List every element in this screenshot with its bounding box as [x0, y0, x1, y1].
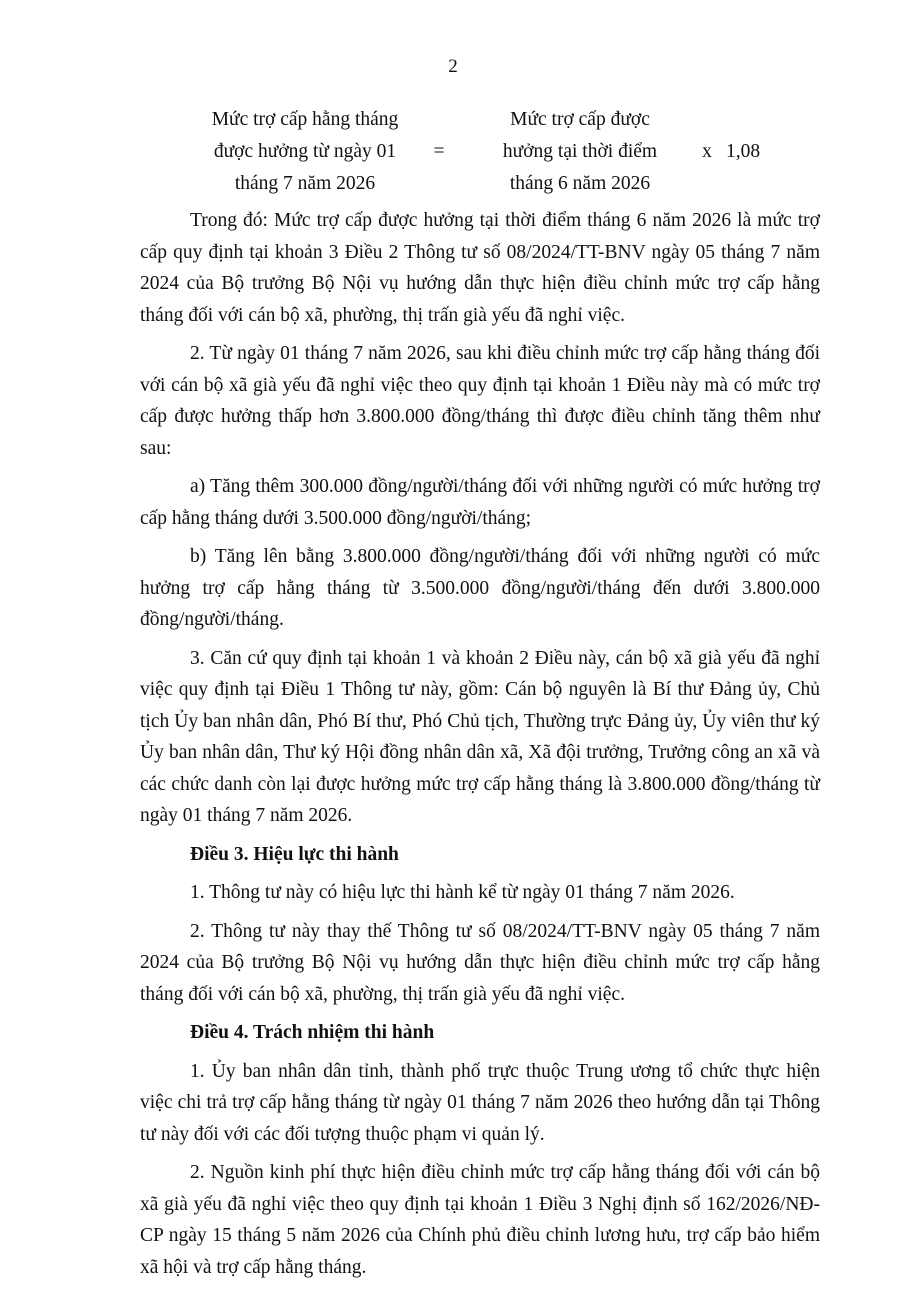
article-heading: Điều 4. Trách nhiệm thi hành: [190, 1022, 435, 1043]
formula-operator: x: [702, 141, 712, 162]
document-body: [140, 205, 820, 1290]
paragraph: 2. Thông tư này thay thế Thông tư số 08/2024/TT-BNV ngày 05 tháng 7 năm 2024 của Bộ trưởng Bộ Nội vụ hướng dẫn thực hiện điều chỉnh mức trợ cấp hằng tháng đối với cán bộ xã, phường, thị trấn già yếu đã nghỉ việc.: [140, 920, 820, 1005]
formula: [0, 104, 906, 200]
formula-lhs: [178, 104, 432, 200]
paragraph: b) Tăng lên bằng 3.800.000 đồng/người/tháng đối với những người có mức hưởng trợ cấp hằng tháng từ 3.500.000 đồng/người/tháng đến dưới 3.800.000 đồng/người/tháng.: [140, 546, 820, 630]
formula-lhs-line: Mức trợ cấp hằng tháng: [211, 109, 399, 130]
paragraph: 2. Nguồn kinh phí thực hiện điều chỉnh mức trợ cấp hằng tháng đối với cán bộ xã già yếu đã nghỉ việc theo quy định tại khoản 1 Điều 3 Nghị định số 162/2026/NĐ-CP ngày 15 tháng 5 năm 2026 của Chính phủ điều chỉnh lương hưu, trợ cấp bảo hiểm xã hội và trợ cấp hằng tháng.: [140, 1162, 820, 1278]
formula-lhs-line: tháng 7 năm 2026: [234, 173, 376, 194]
paragraph: a) Tăng thêm 300.000 đồng/người/tháng đối với những người có mức hưởng trợ cấp hằng tháng dưới 3.500.000 đồng/người/tháng;: [140, 476, 820, 529]
paragraph: 1. Thông tư này có hiệu lực thi hành kể từ ngày 01 tháng 7 năm 2026.: [190, 882, 735, 903]
formula-rhs-line: tháng 6 năm 2026: [509, 173, 651, 194]
paragraph: 3. Căn cứ quy định tại khoản 1 và khoản 2 Điều này, cán bộ xã già yếu đã nghỉ việc quy định tại Điều 1 Thông tư này, gồm: Cán bộ nguyên là Bí thư Đảng ủy, Chủ tịch Ủy ban nhân dân, Phó Bí thư, Phó Chủ tịch, Thường trực Đảng ủy, Ủy viên thư ký Ủy ban nhân dân, Thư ký Hội đồng nhân dân xã, Xã đội trưởng, Trưởng công an xã và các chức danh còn lại được hưởng mức trợ cấp hằng tháng là 3.800.000 đồng/tháng từ ngày 01 tháng 7 năm 2026.: [140, 647, 820, 826]
paragraph: 1. Ủy ban nhân dân tỉnh, thành phố trực thuộc Trung ương tổ chức thực hiện việc chi trả trợ cấp hằng tháng từ ngày 01 tháng 7 năm 2026 theo hướng dẫn tại Thông tư này đối với các đối tượng thuộc phạm vi quản lý.: [140, 1060, 820, 1145]
paragraph: 2. Từ ngày 01 tháng 7 năm 2026, sau khi điều chỉnh mức trợ cấp hằng tháng đối với cán bộ xã già yếu đã nghỉ việc theo quy định tại khoản 1 Điều này mà có mức trợ cấp được hưởng thấp hơn 3.800.000 đồng/tháng thì được điều chỉnh tăng thêm như sau:: [140, 343, 820, 459]
formula-rhs-line: Mức trợ cấp được: [510, 109, 650, 130]
formula-lhs-line: được hưởng từ ngày 01: [213, 141, 397, 162]
article-heading: Điều 3. Hiệu lực thi hành: [190, 843, 399, 865]
formula-factor: 1,08: [726, 141, 761, 162]
page-number: 2: [448, 56, 458, 77]
formula-equals: =: [433, 141, 445, 162]
formula-rhs-line: hưởng tại thời điểm: [502, 141, 658, 162]
formula-rhs: [450, 104, 710, 200]
paragraph: Trong đó: Mức trợ cấp được hưởng tại thời điểm tháng 6 năm 2026 là mức trợ cấp quy định tại khoản 3 Điều 2 Thông tư số 08/2024/TT-BNV ngày 05 tháng 7 năm 2024 của Bộ trưởng Bộ Nội vụ hướng dẫn thực hiện điều chỉnh mức trợ cấp hằng tháng đối với cán bộ xã, phường, thị trấn già yếu đã nghỉ việc.: [140, 210, 820, 326]
